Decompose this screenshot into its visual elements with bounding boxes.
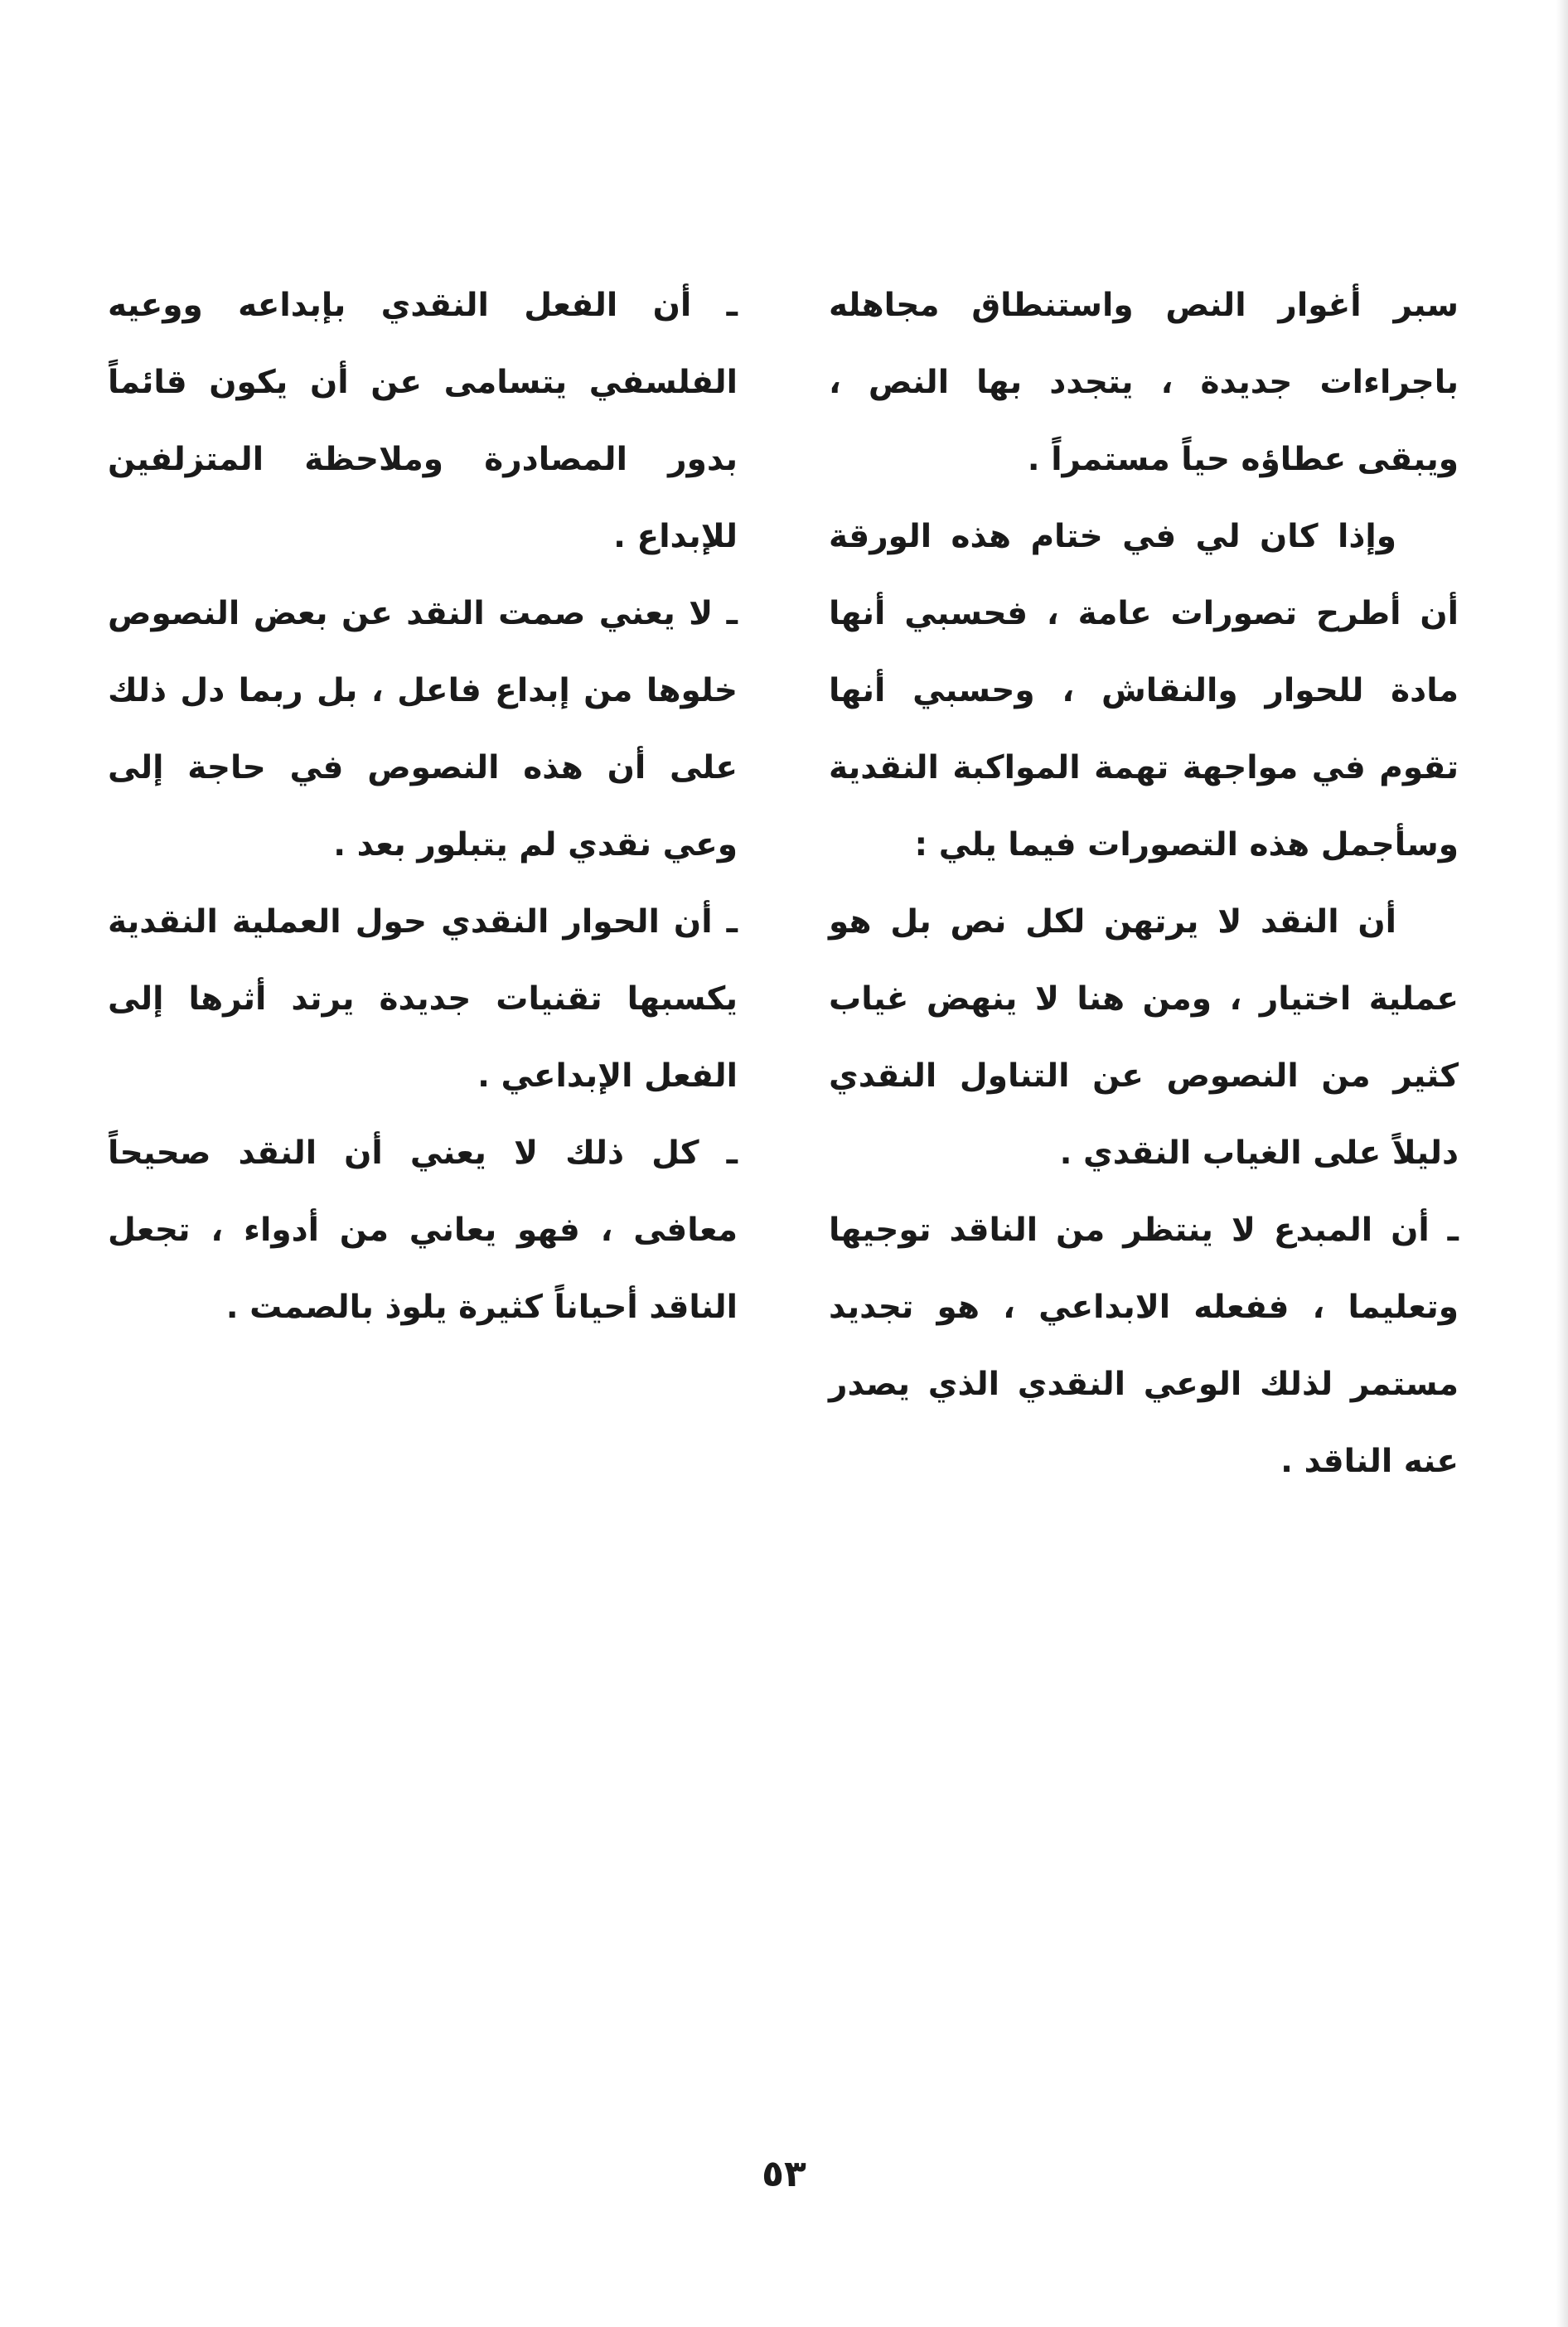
paragraph: ـ لا يعني صمت النقد عن بعض النصوص خلوها من إبداع فاعل ، بل ربما دل ذلك على أن هذه النصوص في حاجة إلى وعي نقدي لم يتبلور بعد . (108, 595, 738, 864)
paragraph: ـ أن المبدع لا ينتظر من الناقد توجيها وتعليما ، ففعله الابداعي ، هو تجديد مستمر لذلك الوعي النقدي الذي يصدر عنه الناقد . (829, 1212, 1459, 1480)
paragraph: أن النقد لا يرتهن لكل نص بل هو عملية اختيار ، ومن هنا لا ينهض غياب كثير من النصوص عن التناول النقدي دليلاً على الغياب النقدي . (829, 903, 1459, 1172)
page-edge (1556, 0, 1568, 2327)
paragraph: سبر أغوار النص واستنطاق مجاهله باجراءات جديدة ، يتجدد بها النص ، ويبقى عطاؤه حياً مستمراً . (829, 287, 1459, 478)
paragraph: ـ أن الحوار النقدي حول العملية النقدية يكسبها تقنيات جديدة يرتد أثرها إلى الفعل الإبداعي . (108, 903, 738, 1095)
left-column (108, 267, 738, 1346)
paragraph: ـ كل ذلك لا يعني أن النقد صحيحاً معافى ، فهو يعاني من أدواء ، تجعل الناقد أحياناً كثيرة يلوذ بالصمت . (108, 1134, 738, 1326)
paragraph: وإذا كان لي في ختام هذه الورقة أن أطرح تصورات عامة ، فحسبي أنها مادة للحوار والنقاش ، وحسبي أنها تقوم في مواجهة تهمة المواكبة النقدية وسأجمل هذه التصورات فيما يلي : (829, 518, 1459, 864)
paragraph: ـ أن الفعل النقدي بإبداعه ووعيه الفلسفي يتسامى عن أن يكون قائماً بدور المصادرة وملاحظة المتزلفين للإبداع . (108, 287, 738, 555)
right-column (829, 267, 1459, 1500)
page-number: ٥٣ (762, 2153, 806, 2195)
